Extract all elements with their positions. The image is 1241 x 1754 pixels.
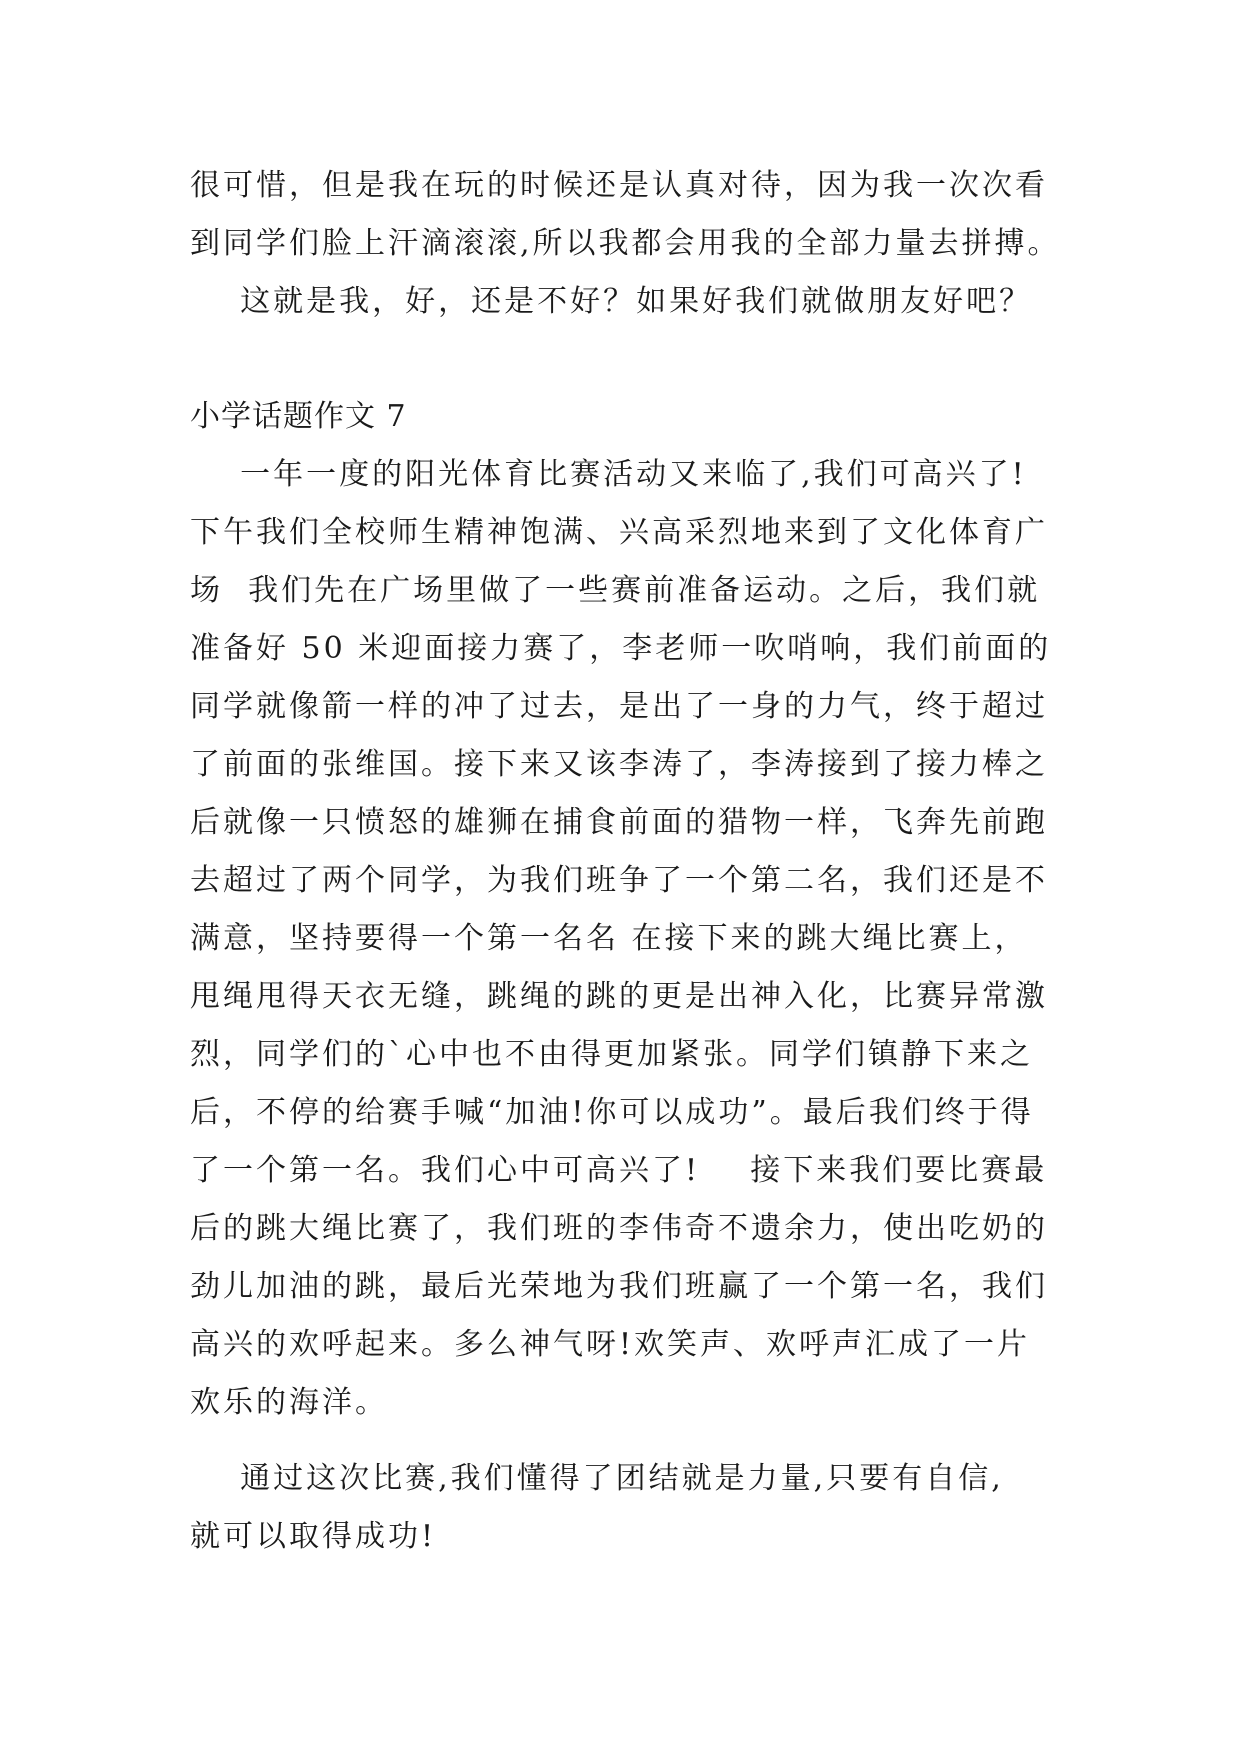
body-line: 甩绳甩得天衣无缝，跳绳的跳的更是出神入化，比赛异常激 bbox=[190, 979, 1048, 1014]
body-line: 欢乐的海洋。 bbox=[190, 1385, 388, 1420]
body-line: 后的跳大绳比赛了，我们班的李伟奇不遗余力，使出吃奶的 bbox=[190, 1211, 1048, 1246]
intro-line: 这就是我，好，还是不好？如果好我们就做朋友好吧？ bbox=[190, 284, 1033, 319]
body-line: 同学就像箭一样的冲了过去，是出了一身的力气，终于超过 bbox=[190, 689, 1048, 724]
intro-line: 很可惜，但是我在玩的时候还是认真对待，因为我一次次看 bbox=[190, 168, 1048, 203]
body-line: 一年一度的阳光体育比赛活动又来临了,我们可高兴了! bbox=[190, 457, 1027, 492]
body-line: 高兴的欢呼起来。多么神气呀!欢笑声、欢呼声汇成了一片 bbox=[190, 1327, 1031, 1362]
body-line: 去超过了两个同学，为我们班争了一个第二名，我们还是不 bbox=[190, 863, 1048, 898]
body-line: 劲儿加油的跳，最后光荣地为我们班赢了一个第一名，我们 bbox=[190, 1269, 1048, 1304]
body-line: 了一个第一名。我们心中可高兴了! 接下来我们要比赛最 bbox=[190, 1153, 1048, 1188]
body-line: 烈，同学们的`心中也不由得更加紧张。同学们镇静下来之 bbox=[190, 1037, 1033, 1072]
body-line: 准备好 50 米迎面接力赛了，李老师一吹哨响，我们前面的 bbox=[190, 631, 1052, 666]
section-title: 小学话题作文 7 bbox=[190, 399, 407, 434]
body-line: 场 我们先在广场里做了一些赛前准备运动。之后，我们就 bbox=[190, 573, 1041, 608]
closing-line: 就可以取得成功! bbox=[190, 1519, 437, 1554]
closing-line: 通过这次比赛,我们懂得了团结就是力量,只要有自信, bbox=[190, 1461, 1004, 1496]
body-line: 了前面的张维国。接下来又该李涛了，李涛接到了接力棒之 bbox=[190, 747, 1048, 782]
intro-line: 到同学们脸上汗滴滚滚,所以我都会用我的全部力量去拼搏。 bbox=[190, 226, 1061, 261]
body-line: 满意，坚持要得一个第一名名 在接下来的跳大绳比赛上， bbox=[190, 921, 1028, 956]
body-line: 下午我们全校师生精神饱满、兴高采烈地来到了文化体育广 bbox=[190, 515, 1048, 550]
body-line: 后就像一只愤怒的雄狮在捕食前面的猎物一样，飞奔先前跑 bbox=[190, 805, 1048, 840]
body-line: 后，不停的给赛手喊“加油!你可以成功”。最后我们终于得 bbox=[190, 1095, 1034, 1130]
